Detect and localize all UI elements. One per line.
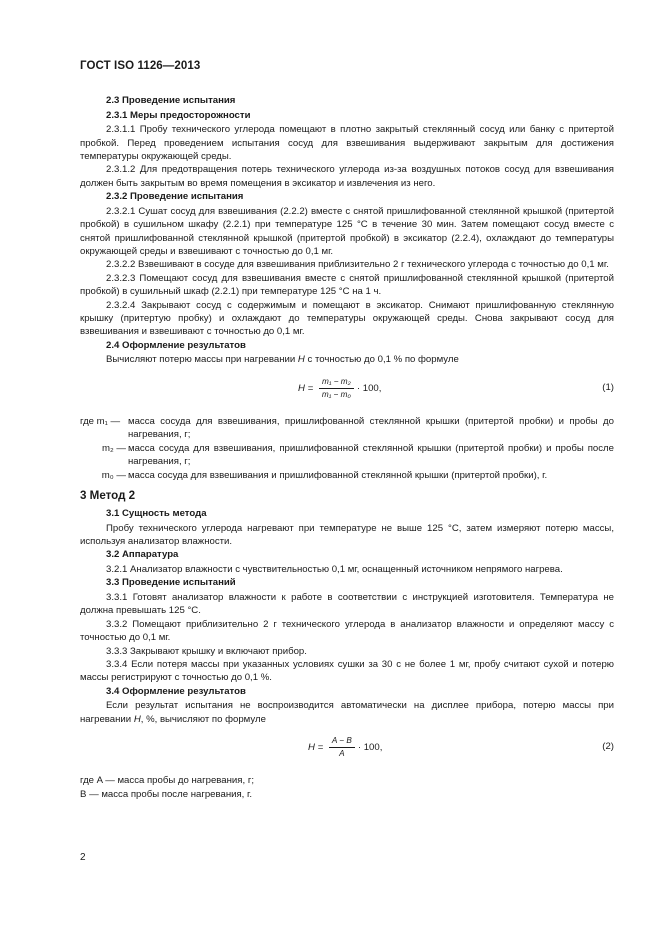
formula-1 [80, 373, 614, 407]
intro-text-a: Вычисляют потерю массы при нагревании [106, 354, 298, 366]
formula-1-legend [80, 415, 614, 482]
paragraph-3-4-intro [80, 699, 614, 726]
section-3-3-heading: 3.3 Проведение испытаний [106, 577, 236, 589]
legend-b: B — масса пробы после нагревания, г. [80, 788, 253, 800]
legend-row-m2 [80, 442, 614, 469]
paragraph-3-3-2: 3.3.2 Помещают приблизительно 2 г технического углерода в анализатор влажности и определяют массу с точностью до 0,1 мг. [80, 618, 614, 644]
paragraph-3-1: Пробу технического углерода нагревают при температуре не выше 125 °С, затем измеряют потерю массы, используя анализатор влажности. [80, 522, 614, 547]
paragraph-2-4-intro [80, 353, 614, 366]
formula-2-number: (2) [602, 741, 614, 753]
legend-text-m1: масса сосуда для взвешивания, пришлифованной стеклянной крышки (притертой пробки) и пробы до нагревания, г; [128, 415, 614, 441]
intro-3-4-text-b: , %, вычисляют по формуле [140, 713, 266, 725]
section-3-4-heading: 3.4 Оформление результатов [106, 685, 246, 697]
section-3-1-heading: 3.1 Сущность метода [106, 507, 207, 519]
section-3-heading: 3 Метод 2 [80, 488, 136, 502]
formula-1-numerator: m₁ − m₂ [319, 377, 354, 389]
legend-row-m1 [80, 415, 614, 442]
formula-1-expression [298, 377, 381, 400]
section-2-3-2-heading: 2.3.2 Проведение испытания [106, 191, 244, 203]
formula-2 [80, 732, 614, 766]
document-body [80, 94, 614, 801]
formula-2-lhs: H = [308, 742, 326, 754]
formula-2-expression [308, 736, 382, 759]
section-2-4-heading: 2.4 Оформление результатов [106, 339, 246, 351]
legend-text-m2: масса сосуда для взвешивания, пришлифованной стеклянной крышки (притертой пробки) и пробы после нагревания, г; [128, 442, 614, 468]
paragraph-2-3-2-4: 2.3.2.4 Закрывают сосуд с содержимым и помещают в эксикатор. Снимают пришлифованную стеклянную крышку (притертую пробку) и охлаждают до температуры окружающей среды. Снова закрывают сосуд для взвешивания и взвешивают с точностью до 0,1 мг. [80, 299, 614, 338]
legend-label-m1: где m₁ — [80, 415, 121, 427]
paragraph-2-3-1-2: 2.3.1.2 Для предотвращения потерь технического углерода из-за воздушных потоков сосуд для взвешивания должен быть закрытым во время помещения в эксикатор и извлечения из него. [80, 164, 614, 189]
paragraph-3-3-4: 3.3.4 Если потеря массы при указанных условиях сушки за 30 с не более 1 мг, пробу считают сухой и потерю массы регистрируют с точностью до 0,1 %. [80, 658, 614, 684]
formula-1-number: (1) [602, 381, 614, 393]
document-header: ГОСТ ISO 1126—2013 [80, 60, 201, 72]
paragraph-2-3-2-2: 2.3.2.2 Взвешивают в сосуде для взвешивания приблизительно 2 г технического углерода с точностью до 0,1 мг. [106, 259, 609, 271]
formula-1-lhs: H = [298, 382, 316, 394]
formula-2-multiplier: · 100, [357, 742, 383, 754]
variable-h-2: H [133, 713, 141, 725]
formula-2-numerator: A − B [329, 736, 355, 748]
paragraph-2-3-1-1: 2.3.1.1 Пробу технического углерода помещают в плотно закрытый стеклянный сосуд или банку с притертой пробкой. Перед проведением испытания сосуд для взвешивания выдерживают закрытым для достижения температуры окружающей среды. [80, 124, 614, 162]
formula-2-fraction [329, 736, 355, 759]
intro-text-b: с точностью до 0,1 % по формуле [304, 354, 459, 366]
formula-1-denominator: m₁ − m₀ [321, 389, 351, 399]
legend-row-m0 [80, 469, 614, 482]
variable-h: H [297, 354, 305, 366]
paragraph-3-2-1: 3.2.1 Анализатор влажности с чувствительностью 0,1 мг, оснащенный источником непрямого нагрева. [106, 563, 563, 575]
formula-2-denominator: A [339, 749, 345, 759]
legend-text-m0: масса сосуда для взвешивания и пришлифованной стеклянной крышки (притертой пробки), г. [128, 469, 548, 481]
paragraph-3-3-1: 3.3.1 Готовят анализатор влажности к работе в соответствии с инструкцией изготовителя. Температура не должна превышать 125 °С. [80, 591, 614, 617]
page-number: 2 [80, 852, 86, 863]
legend-label-m0: m₀ — [101, 469, 126, 481]
section-3-2-heading: 3.2 Аппаратура [106, 549, 179, 561]
paragraph-3-3-3: 3.3.3 Закрывают крышку и включают прибор. [106, 645, 307, 657]
formula-1-fraction [319, 377, 354, 400]
section-2-3-1-heading: 2.3.1 Меры предосторожности [106, 109, 251, 121]
section-2-3-heading: 2.3 Проведение испытания [106, 95, 236, 106]
intro-3-4-text-a: Если результат испытания не воспроизводится автоматически на дисплее прибора, потерю массы при нагревании [80, 700, 614, 725]
legend-a: где A — масса пробы до нагревания, г; [80, 775, 254, 787]
paragraph-2-3-2-3: 2.3.2.3 Помещают сосуд для взвешивания вместе с снятой пришлифованной стеклянной крышкой (притертой пробкой) в сушильный шкаф (2.2.1) при температуре 125 °С на 1 ч. [80, 272, 614, 298]
paragraph-2-3-2-1: 2.3.2.1 Сушат сосуд для взвешивания (2.2.2) вместе с снятой пришлифованной стеклянной крышкой (притертой пробкой) в сушильном шкафу (2.2.1) при температуре 125 °С в течение 30 мин. Затем помещают сосуд вместе с снятой пришлифованной стеклянной крышкой (притертой пробкой) в эксикатор (2.2.4), охлаждают до температуры окружающей среды и взвешивают с точностью до 0,1 мг. [80, 205, 614, 258]
formula-1-multiplier: · 100, [356, 382, 382, 394]
legend-label-m2: m₂ — [102, 442, 126, 454]
